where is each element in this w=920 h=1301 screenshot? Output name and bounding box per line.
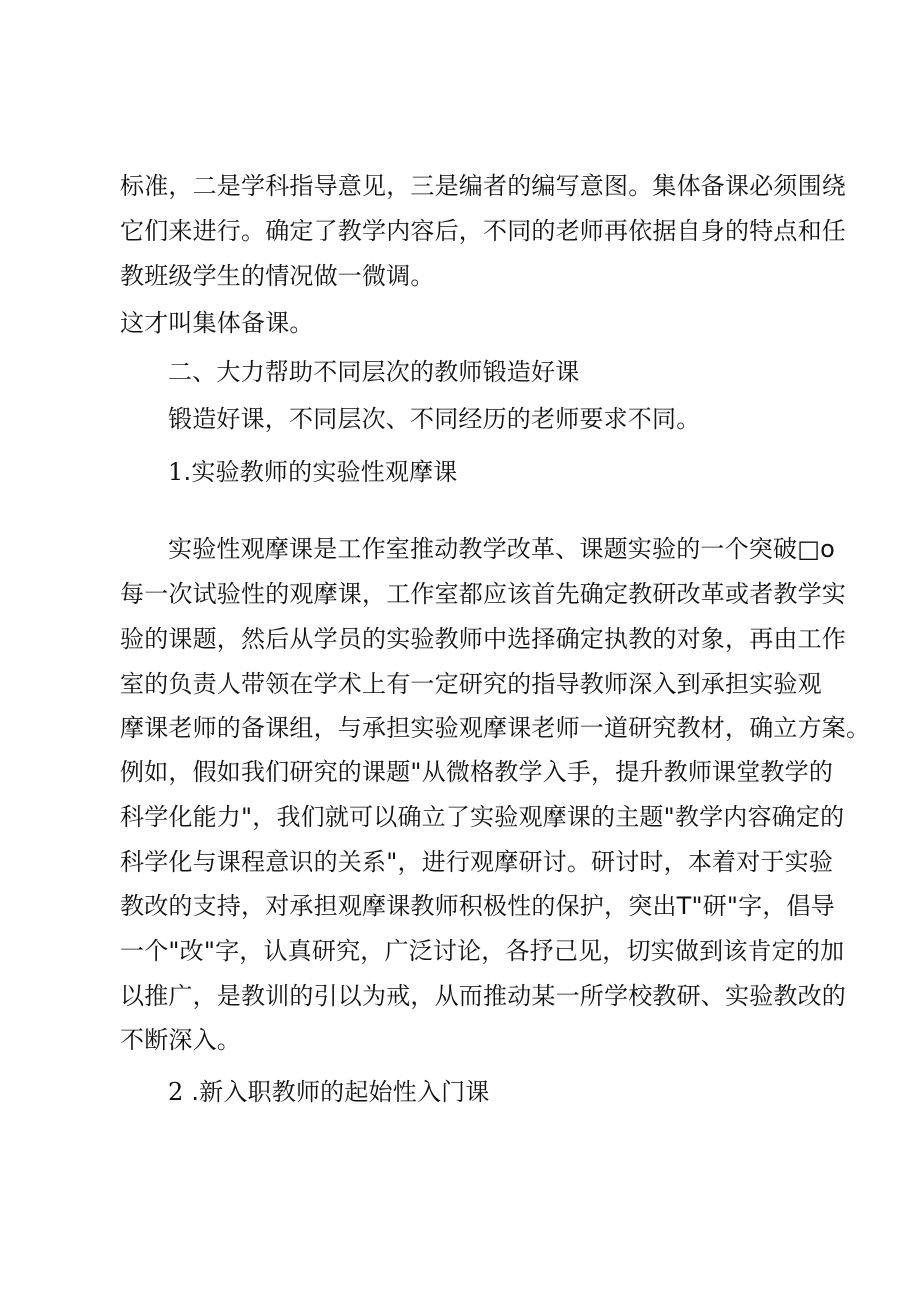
subsection-1-heading [168, 457, 458, 487]
section-heading: 二、大力帮助不同层次的教师锻造好课 [168, 358, 580, 386]
subsection-2-heading [168, 1077, 490, 1107]
body-line-12: 不断深入。 [120, 1026, 241, 1054]
body-line-9: 教改的支持，对承担观摩课教师积极性的保护，突出T"研"字，倡导 [120, 892, 835, 920]
intro-line-2: 它们来进行。确定了教学内容后，不同的老师再依据自身的特点和任 [120, 217, 846, 245]
body-line-6: 例如，假如我们研究的课题"从微格教学入手，提升教师课堂教学的 [120, 758, 834, 786]
subsection-2-number: 2 [168, 1078, 184, 1106]
body-line-3: 验的课题，然后从学员的实验教师中选择确定执教的对象，再由工作 [120, 625, 846, 653]
body-line-11: 以推广，是教训的引以为戒，从而推动某一所学校教研、实验教改的 [120, 982, 846, 1010]
subsection-1-number: 1 [168, 458, 184, 486]
body-line-8: 科学化与课程意识的关系"，进行观摩研讨。研讨时，本着对于实验 [120, 848, 834, 876]
body-line-2: 每一次试验性的观摩课，工作室都应该首先确定教研改革或者教学实 [120, 580, 846, 608]
section-lead: 锻造好课，不同层次、不同经历的老师要求不同。 [168, 405, 701, 433]
body-line-5: 摩课老师的备课组，与承担实验观摩课老师一道研究教材，确立方案。 [120, 714, 871, 742]
body-line-4: 室的负责人带领在学术上有一定研究的指导教师深入到承担实验观 [120, 670, 822, 698]
intro-conclusion: 这才叫集体备课。 [120, 309, 314, 337]
body-line-1: 实验性观摩课是工作室推动教学改革、课题实验的一个突破□o [168, 535, 835, 563]
subsection-2-title: .新入职教师的起始性入门课 [183, 1078, 490, 1106]
intro-line-1: 标准，二是学科指导意见，三是编者的编写意图。集体备课必须围绕 [120, 172, 846, 200]
intro-line-3: 教班级学生的情况做一微调。 [120, 262, 435, 290]
subsection-1-title: .实验教师的实验性观摩课 [183, 458, 458, 486]
body-line-10: 一个"改"字，认真研究，广泛讨论，各抒己见，切实做到该肯定的加 [120, 937, 845, 965]
body-line-7: 科学化能力"，我们就可以确立了实验观摩课的主题"教学内容确定的 [120, 803, 845, 831]
